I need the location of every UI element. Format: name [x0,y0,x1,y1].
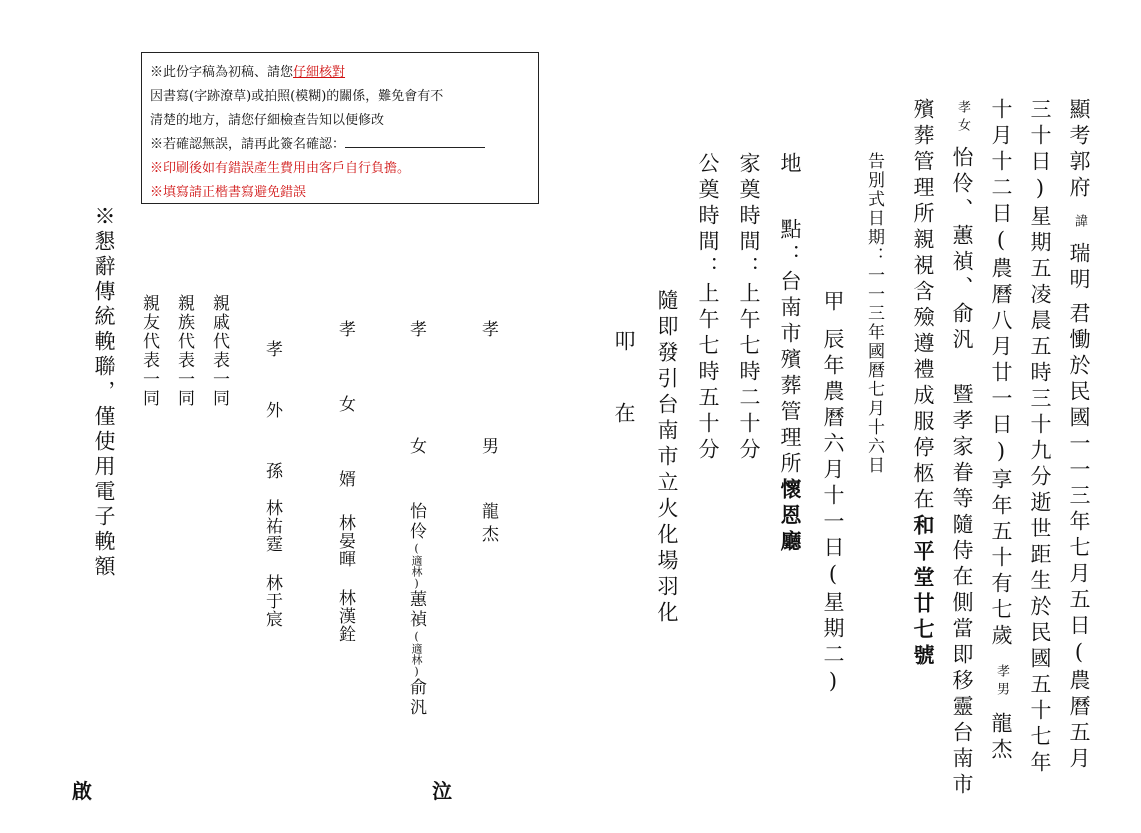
obituary-column-4 [951,100,972,799]
coffin-hall: 和平堂廿七號 [911,514,936,670]
soninlaw-names: 林晏暉 林漢銓 [335,514,355,643]
location: 點：台南市殯葬管理所 [778,218,802,478]
married-tag-1: (適林) [410,542,423,590]
grandson-sig-label: 孝 外 孫 [262,340,282,491]
obituary-column-7 [822,290,843,698]
obituary-column-8 [779,152,801,556]
daughter-name-3: 俞汎 [406,678,426,718]
signature-daughters [407,320,424,718]
no-couplets-note [93,205,114,580]
notice-line-6: ※填寫請正楷書寫避免錯誤 [150,185,307,200]
no-couplets-note-text: ※懇辭傳統輓聯，僅使用電子輓額 [92,205,116,580]
relatives-rep-2 [175,294,192,408]
son-sig-label: 孝 男 [478,320,498,494]
daughters-and-transfer: 怡伶、蕙禎、俞汎 暨孝家眷等隨侍在側當即移靈台南市 [950,146,974,799]
death-time-and-birth: 三十日)星期五凌晨五時三十九分逝世距生於民國五十七年 [1028,98,1052,777]
relatives-rep-2-text: 親族代表一同 [174,294,194,408]
year-stem: 甲 [821,290,845,316]
footer-qi-weeping-char: 泣 [432,779,452,803]
signature-line[interactable] [345,134,485,148]
weekday: (星期二) [821,562,845,698]
obituary-column-6 [863,152,884,475]
signature-grandsons [263,340,280,628]
public-rite-time: 公奠時間：上午七時五十分 [696,152,720,464]
notice-line-4 [150,133,538,157]
relatives-rep-3-text: 親友代表一同 [139,294,159,408]
notice-signature-prompt: ※若確認無誤，請再此簽名確認： [150,137,346,152]
death-date: 君慟於民國一一三年七月五日 [1067,302,1091,640]
obituary-column-10 [697,152,718,464]
cremation-note: 隨即發引台南市立火化場羽化 [655,289,679,627]
notice-line-1-text: ※此份字稿為初稿、請您 [150,65,294,80]
zai-char: 在 [612,402,636,428]
notice-emphasis: 仔細核對 [293,65,346,80]
lunar-date-start: (農曆五月 [1067,640,1091,773]
proof-notice-box [141,52,539,204]
lunar-funeral-date: 辰年農曆六月十一日 [821,328,845,562]
hui-char: 諱 [1072,214,1087,232]
notice-line-1 [150,61,538,85]
daughter-sig-label: 孝 女 [406,320,426,494]
ceremony-hall: 懷恩廳 [778,478,803,556]
son-sig-name: 龍杰 [478,502,498,548]
kou-char: 叩 [612,330,636,356]
obituary-column-5 [912,98,934,670]
notice-line-2: 因書寫(字跡潦草)或拍照(模糊)的關係，難免會有不 [150,89,444,104]
family-rite-time: 家奠時間：上午七時二十分 [737,152,761,464]
soninlaw-sig-label: 孝 女 婿 [335,320,355,506]
obituary-column-2 [1029,98,1050,777]
notice-line-5: ※印刷後如有錯誤產生費用由客戶自行負擔。 [150,161,411,176]
daughter-name-1: 怡伶 [406,502,426,542]
obituary-column-11 [656,289,677,627]
obituary-column-12 [613,330,634,428]
coffin-placement: 殯葬管理所親視含殮遵禮成服停柩在 [911,98,935,514]
location-label-1: 地 [778,152,802,178]
deceased-title: 顯考郭府 [1067,98,1091,202]
relatives-rep-1 [210,294,227,408]
relatives-rep-1-text: 親戚代表一同 [209,294,229,408]
signature-sons-in-law [336,320,353,643]
funeral-date: 告別式日期：一一三年國曆七月十六日 [864,152,884,475]
footer-qi-char: 啟 [72,779,92,803]
obituary-column-9 [738,152,759,464]
deceased-name: 瑞明 [1067,242,1091,294]
married-tag-2: (適林) [410,630,423,678]
obituary-column-3 [990,98,1011,764]
son-name: 龍杰 [989,712,1013,764]
grandson-names: 林祐霆 林于宸 [262,499,282,628]
signature-son [479,320,496,548]
daughter-label: 孝女 [955,100,970,136]
daughter-name-2: 蕙禎 [406,590,426,630]
relatives-rep-3 [140,294,157,408]
birth-date-and-age: 十月十二日(農曆八月廿一日)享年五十有七歲 [989,98,1013,650]
notice-line-3: 清楚的地方，請您仔細檢查告知以便修改 [150,113,385,128]
obituary-column-1 [1068,98,1089,773]
son-label: 孝男 [994,664,1009,700]
